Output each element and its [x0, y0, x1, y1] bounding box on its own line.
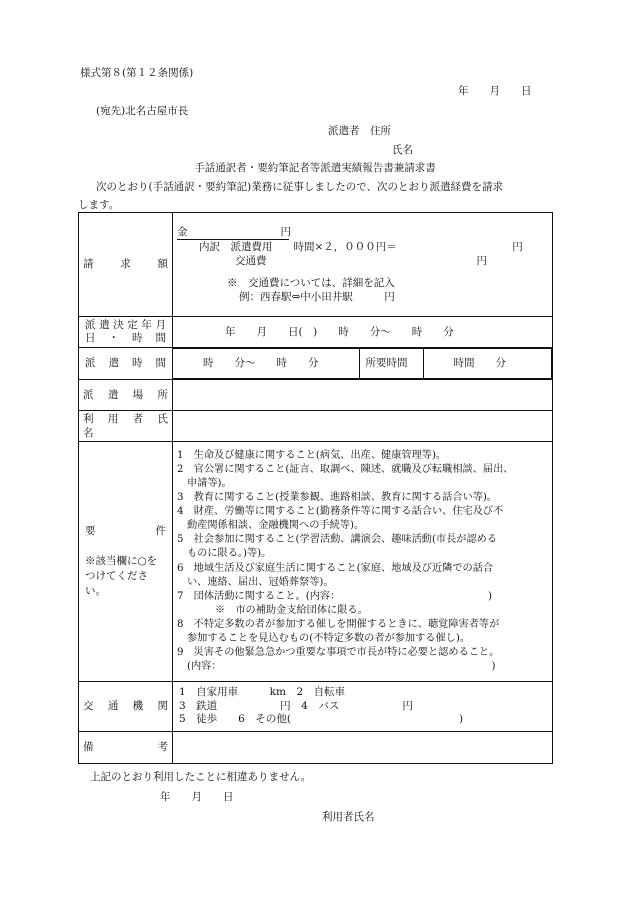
- confirmation-date: 年 月 日: [160, 791, 234, 803]
- requirement-item-1: 1 生命及び健康に関すること(病気、出産、健康管理等)。: [177, 449, 447, 461]
- decision-row: [79, 317, 553, 348]
- transport-option-line-3: 5 徒歩 6 その他( ): [179, 713, 464, 726]
- time-label: 派 遣 時 間: [79, 348, 173, 380]
- submission-date: 年 月 日: [458, 85, 532, 97]
- intro-text-line1: 次のとおり(手話通訳・要約筆記)業務に従事しましたので、次のとおり派遣経費を請求: [96, 181, 503, 193]
- requirement-item-2: 2 官公署に関すること(証言、取調べ、陳述、就職及び転職相談、届出、: [177, 463, 514, 475]
- dispatcher-name-label: 氏名: [392, 144, 413, 156]
- remarks-label: 備 考: [79, 732, 173, 764]
- billing-breakdown-fee: 内訳 派遣費用 時間×２，０００円＝ 円: [199, 240, 523, 253]
- requirement-item-6: 6 地域生活及び家庭生活に関すること(家庭、地域及び近隣での話合: [177, 562, 494, 574]
- user-row: [79, 411, 553, 442]
- requirements-label-cell: [79, 442, 173, 682]
- transport-option-line-1: 1 自家用車 km 2 自転車: [179, 686, 346, 699]
- decision-label: 派遣決定年月 日 ・ 時 間: [79, 317, 173, 348]
- required-time-label: 所要時間: [359, 349, 423, 379]
- intro-text-line2: します。: [78, 199, 120, 211]
- requirements-list[interactable]: 1 生命及び健康に関すること(病気、出産、健康管理等)。 2 官公署に関すること(証言、取調べ、陳述、就職及び転職相談、届出、 申請等)。 3 教育に関すること(授業参観、進路相談、教育に関する話合い等)。 4 財産、労働等に関すること(勤務条件等に関する話合い、住宅及び不 動産関係相談、金融機関への手続等)。 5 社会参加に関すること(学習活動、講演会、趣味活動(市長が認める ものに限る。)等)。 6 地域生活及び家庭生活に関すること(家庭、地域及び近隣での話合 い、連絡、届出、冠婚葬祭等)。 7 団体活動に関すること。(内容： ) ※ 市の補助金支給団体に限る。 8 不特定多数の者が参加する催しを開催するときに、聴覚障害者等が 参加することを見込むもの(不特定多数の者が参加する催し)。 9 災害その他緊急急かつ重要な事項で市長が特に必要と認めること。 (内容： ): [173, 442, 553, 682]
- requirement-item-5: 5 社会参加に関すること(学習活動、講演会、趣味活動(市長が認める: [177, 534, 498, 546]
- user-name-value[interactable]: [173, 411, 553, 442]
- decision-value[interactable]: 年 月 日( ) 時 分～ 時 分: [173, 317, 553, 348]
- time-row: [79, 348, 553, 380]
- confirmation-text: 上記のとおり利用したことに相違ありません。: [90, 771, 312, 783]
- transport-note: ※ 交通費については、詳細を記入: [227, 277, 395, 290]
- requirement-item-7: 7 団体活動に関すること。(内容： ): [177, 590, 492, 602]
- transport-option-line-2: 3 鉄道 円 4 バス 円: [179, 699, 413, 712]
- requirements-note: ※該当欄に○を つけてくださ い。: [85, 554, 158, 598]
- dispatcher-address-label: 派遣者 住所: [328, 125, 391, 137]
- requirement-item-3: 3 教育に関すること(授業参観、進路相談、教育に関する話合い等)。: [177, 492, 498, 504]
- transport-row: [79, 682, 553, 732]
- form-number: 様式第８(第１２条関係): [80, 67, 194, 79]
- transport-label: 交 通 機 関: [79, 682, 173, 732]
- billing-breakdown-transport: 交通費 円: [235, 254, 487, 267]
- required-time-value[interactable]: 時間 分: [423, 349, 552, 379]
- requirement-item-4: 4 財産、労働等に関すること(勤務条件等に関する話合い、住宅及び不: [177, 506, 504, 518]
- user-signature-label: 利用者氏名: [322, 811, 375, 823]
- place-label: 派 遣 場 所: [79, 380, 173, 411]
- place-value[interactable]: [173, 380, 553, 411]
- transport-options[interactable]: [173, 682, 553, 732]
- transport-example: 例：西春駅⇔中小田井駅 円: [239, 291, 395, 304]
- billing-row: [79, 213, 553, 317]
- report-table: [78, 212, 553, 764]
- requirements-label: 要 件: [85, 524, 166, 537]
- remarks-value[interactable]: [173, 732, 553, 764]
- requirement-item-8: 8 不特定多数の者が参加する催しを開催するときに、聴覚障害者等が: [177, 618, 500, 630]
- billing-details: [173, 213, 553, 317]
- requirements-row: [79, 442, 553, 682]
- requirement-item-9: 9 災害その他緊急急かつ重要な事項で市長が特に必要と認めること。: [177, 646, 500, 658]
- time-value[interactable]: 時 分～ 時 分: [173, 349, 359, 379]
- billing-label: 請 求 額: [79, 213, 173, 317]
- user-name-label: 利 用 者 氏 名: [79, 411, 173, 442]
- place-row: [79, 380, 553, 411]
- document-title: 手話通訳者・要約筆記者等派遣実績報告書兼請求書: [194, 162, 436, 174]
- addressee: (宛先)北名古屋市長: [96, 105, 189, 117]
- billing-amount[interactable]: 金 円: [177, 225, 548, 240]
- remarks-row: [79, 732, 553, 764]
